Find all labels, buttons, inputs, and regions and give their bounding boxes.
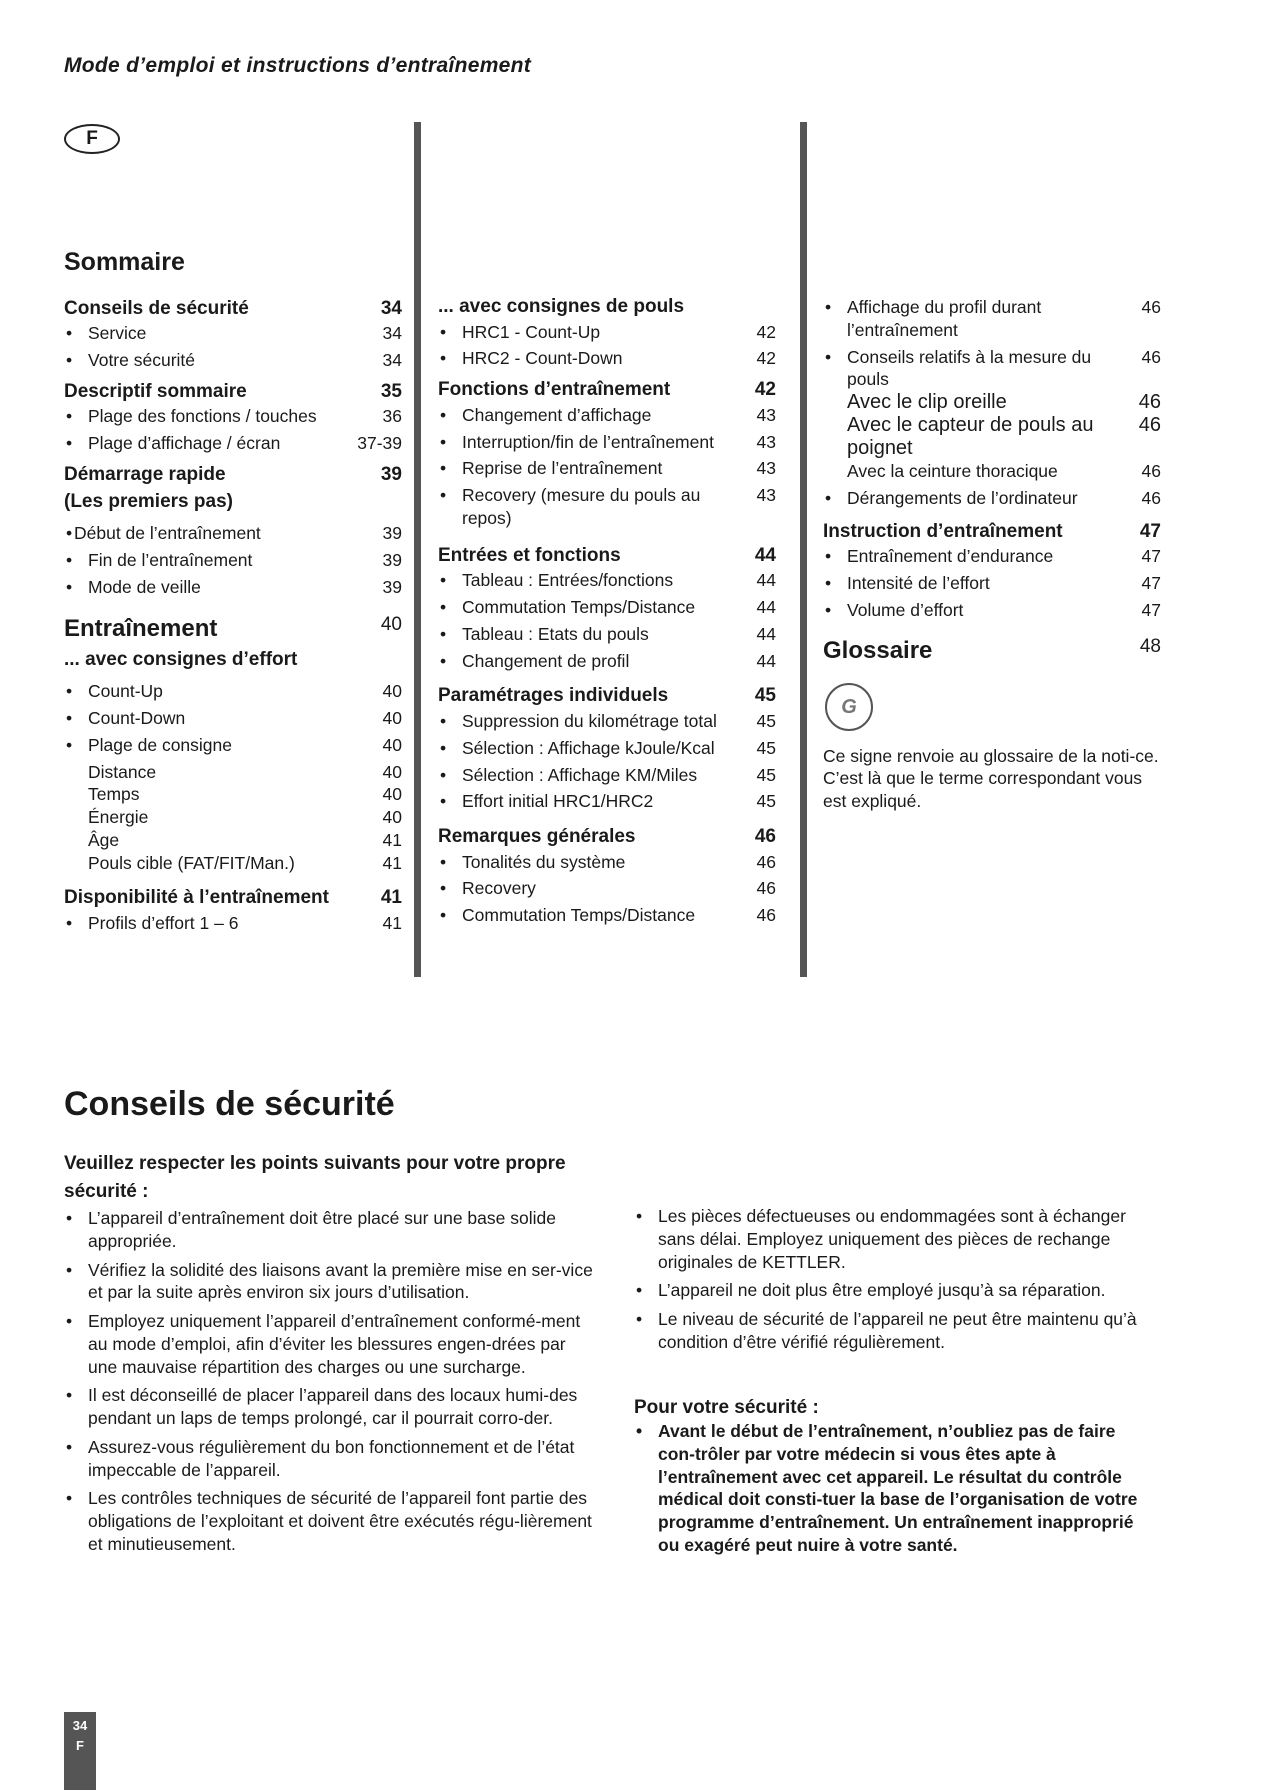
toc-section[interactable]: Instruction d’entraînement 47 [823, 520, 1161, 542]
header-title: Mode d’emploi et instructions d’entraînement [64, 54, 532, 77]
safety-bullet: • L’appareil d’entraînement doit être placé sur une base solide appropriée. [64, 1207, 594, 1253]
toc-section[interactable]: ... avec consignes de pouls [438, 296, 685, 317]
safety-bullet: • Vérifiez la solidité des liaisons avant la première mise en ser-vice et par la suite après environ six jours d’utilisation. [64, 1259, 594, 1305]
toc-item[interactable]: • Recovery 46 [438, 877, 776, 900]
toc-item[interactable]: • Affichage du profil durant l’entraînement 46 [823, 296, 1161, 342]
toc-section[interactable]: Démarrage rapide 39 [64, 463, 402, 485]
safety-title: Conseils de sécurité [64, 1085, 395, 1123]
toc-section[interactable]: Paramétrages individuels 45 [438, 685, 776, 707]
toc-item[interactable]: • HRC2 - Count-Down 42 [438, 347, 776, 370]
toc-item[interactable]: • Tableau : Entrées/fonctions 44 [438, 569, 776, 592]
toc-item[interactable]: • Plage d’affichage / écran 37-39 [64, 432, 402, 455]
toc-item[interactable]: • Tableau : Etats du pouls 44 [438, 623, 776, 646]
language-badge: F [64, 124, 120, 154]
toc-item[interactable]: • Intensité de l’effort 47 [823, 572, 1161, 595]
toc-item[interactable]: • Count-Down 40 [64, 707, 402, 730]
toc-item[interactable]: • Sélection : Affichage kJoule/Kcal 45 [438, 737, 776, 760]
toc-column-2 [438, 295, 776, 931]
toc-section[interactable]: Descriptif sommaire 35 [64, 380, 402, 402]
safety-bullet: • Les pièces défectueuses ou endommagées sont à échanger sans délai. Employez uniquement des pièces de rechange originales de KETTLER. [634, 1205, 1154, 1273]
column-divider [800, 122, 807, 977]
safety-bullet: • Assurez-vous régulièrement du bon fonctionnement et de l’état impeccable de l’appareil. [64, 1436, 594, 1482]
toc-item[interactable]: • Dérangements de l’ordinateur 46 [823, 487, 1161, 510]
toc-subsection: ... avec consignes d’effort [64, 648, 298, 670]
toc-section[interactable]: Conseils de sécurité 34 [64, 297, 402, 319]
toc-subitem[interactable]: Avec la ceinture thoracique 46 [847, 461, 1161, 481]
toc-item[interactable]: • Suppression du kilométrage total 45 [438, 710, 776, 733]
safety-bullet: • Employez uniquement l’appareil d’entraînement conformé-ment au mode d’emploi, afin d’éviter les blessures engen-drées par une mauvaise répartition des charges ou une surcharge. [64, 1310, 594, 1378]
toc-section[interactable]: Fonctions d’entraînement 42 [438, 379, 776, 401]
toc-item[interactable]: • Votre sécurité 34 [64, 349, 402, 372]
page-lang: F [76, 1737, 84, 1753]
toc-item[interactable]: • Service 34 [64, 322, 402, 345]
toc-section-subtitle: (Les premiers pas) [64, 490, 233, 512]
toc-column-3 [823, 295, 1161, 813]
toc-section[interactable]: Glossaire 48 [823, 636, 1161, 665]
toc-item[interactable]: • Effort initial HRC1/HRC2 45 [438, 790, 776, 813]
toc-item[interactable]: • Count-Up 40 [64, 680, 402, 703]
toc-item[interactable]: • Reprise de l’entraînement 43 [438, 457, 776, 480]
toc-subitem[interactable]: Avec le clip oreille 46 [847, 391, 1161, 413]
toc-item[interactable]: • Plage de consigne 40 [64, 734, 402, 757]
safety-intro: Veuillez respecter les points suivants pour votre propre sécurité : [64, 1153, 566, 1202]
toc-item[interactable]: • Tonalités du système 46 [438, 851, 776, 874]
toc-item[interactable]: • Entraînement d’endurance 47 [823, 545, 1161, 568]
toc-item[interactable]: • HRC1 - Count-Up 42 [438, 321, 776, 344]
toc-item[interactable]: • Plage des fonctions / touches 36 [64, 405, 402, 428]
toc-title: Sommaire [64, 248, 185, 276]
toc-subitem[interactable]: Distance 40 [88, 761, 402, 782]
toc-item[interactable]: • Fin de l’entraînement 39 [64, 549, 402, 572]
safety-right-column [634, 1205, 1154, 1563]
glossary-icon: G [825, 683, 873, 731]
glossary-note: Ce signe renvoie au glossaire de la noti-ce. C’est là que le terme correspondant vous est expliqué. [823, 745, 1159, 812]
toc-item[interactable]: • Mode de veille 39 [64, 576, 402, 599]
column-divider [414, 122, 421, 977]
toc-subitem[interactable]: Âge 41 [88, 829, 402, 850]
toc-section[interactable]: Remarques générales 46 [438, 826, 776, 847]
toc-item[interactable]: • Sélection : Affichage KM/Miles 45 [438, 764, 776, 787]
toc-section[interactable]: Entrées et fonctions 44 [438, 544, 776, 566]
page-number-tab [64, 1712, 96, 1790]
toc-item[interactable]: • Commutation Temps/Distance 44 [438, 596, 776, 619]
safety-bullet: • Le niveau de sécurité de l’appareil ne peut être maintenu qu’à condition d’être vérifié régulièrement. [634, 1308, 1154, 1354]
safety-bold-bullet: • Avant le début de l’entraînement, n’oubliez pas de faire con-trôler par votre médecin si vous êtes apte à l’entraînement avec cet appareil. Le résultat du contrôle médical doit consti-tuer la base de l’organisation de votre programme d’entraînement. Un entraînement inapproprié ou exagéré peut nuire à votre santé. [634, 1420, 1154, 1557]
toc-item[interactable]: • Changement de profil 44 [438, 650, 776, 673]
toc-section[interactable]: Disponibilité à l’entraînement 41 [64, 887, 402, 909]
toc-item[interactable]: • Recovery (mesure du pouls au repos) 43 [438, 484, 776, 530]
pour-votre-securite-heading: Pour votre sécurité : [634, 1396, 819, 1418]
toc-subitem[interactable]: Pouls cible (FAT/FIT/Man.) 41 [88, 852, 402, 873]
toc-column-1 [64, 246, 402, 939]
safety-bullet: • Il est déconseillé de placer l’appareil dans des locaux humi-des pendant un laps de temps prolongé, car il pourrait corro-der. [64, 1384, 594, 1430]
toc-item[interactable]: • Commutation Temps/Distance 46 [438, 904, 776, 927]
toc-item[interactable]: • Volume d’effort 47 [823, 599, 1161, 622]
safety-bullet: • Les contrôles techniques de sécurité de l’appareil font partie des obligations de l’exploitant et doivent être exécutés régu-lièrement et minutieusement. [64, 1487, 594, 1555]
toc-item[interactable]: • Profils d’effort 1 – 6 41 [64, 912, 402, 935]
toc-item[interactable]: • Début de l’entraînement 39 [64, 522, 402, 545]
safety-left-column [64, 1150, 594, 1562]
toc-subitem[interactable]: Énergie 40 [88, 807, 402, 828]
safety-bullet: • L’appareil ne doit plus être employé jusqu’à sa réparation. [634, 1279, 1154, 1302]
toc-subitem[interactable]: Avec le capteur de pouls au poignet 46 [847, 414, 1161, 459]
toc-subitem[interactable]: Temps 40 [88, 784, 402, 805]
page-number: 34 [72, 1718, 88, 1733]
toc-section[interactable]: Entraînement 40 [64, 613, 402, 642]
toc-item[interactable]: • Interruption/fin de l’entraînement 43 [438, 431, 776, 454]
toc-item[interactable]: • Conseils relatifs à la mesure du pouls 46 [823, 346, 1161, 392]
toc-item[interactable]: • Changement d’affichage 43 [438, 404, 776, 427]
